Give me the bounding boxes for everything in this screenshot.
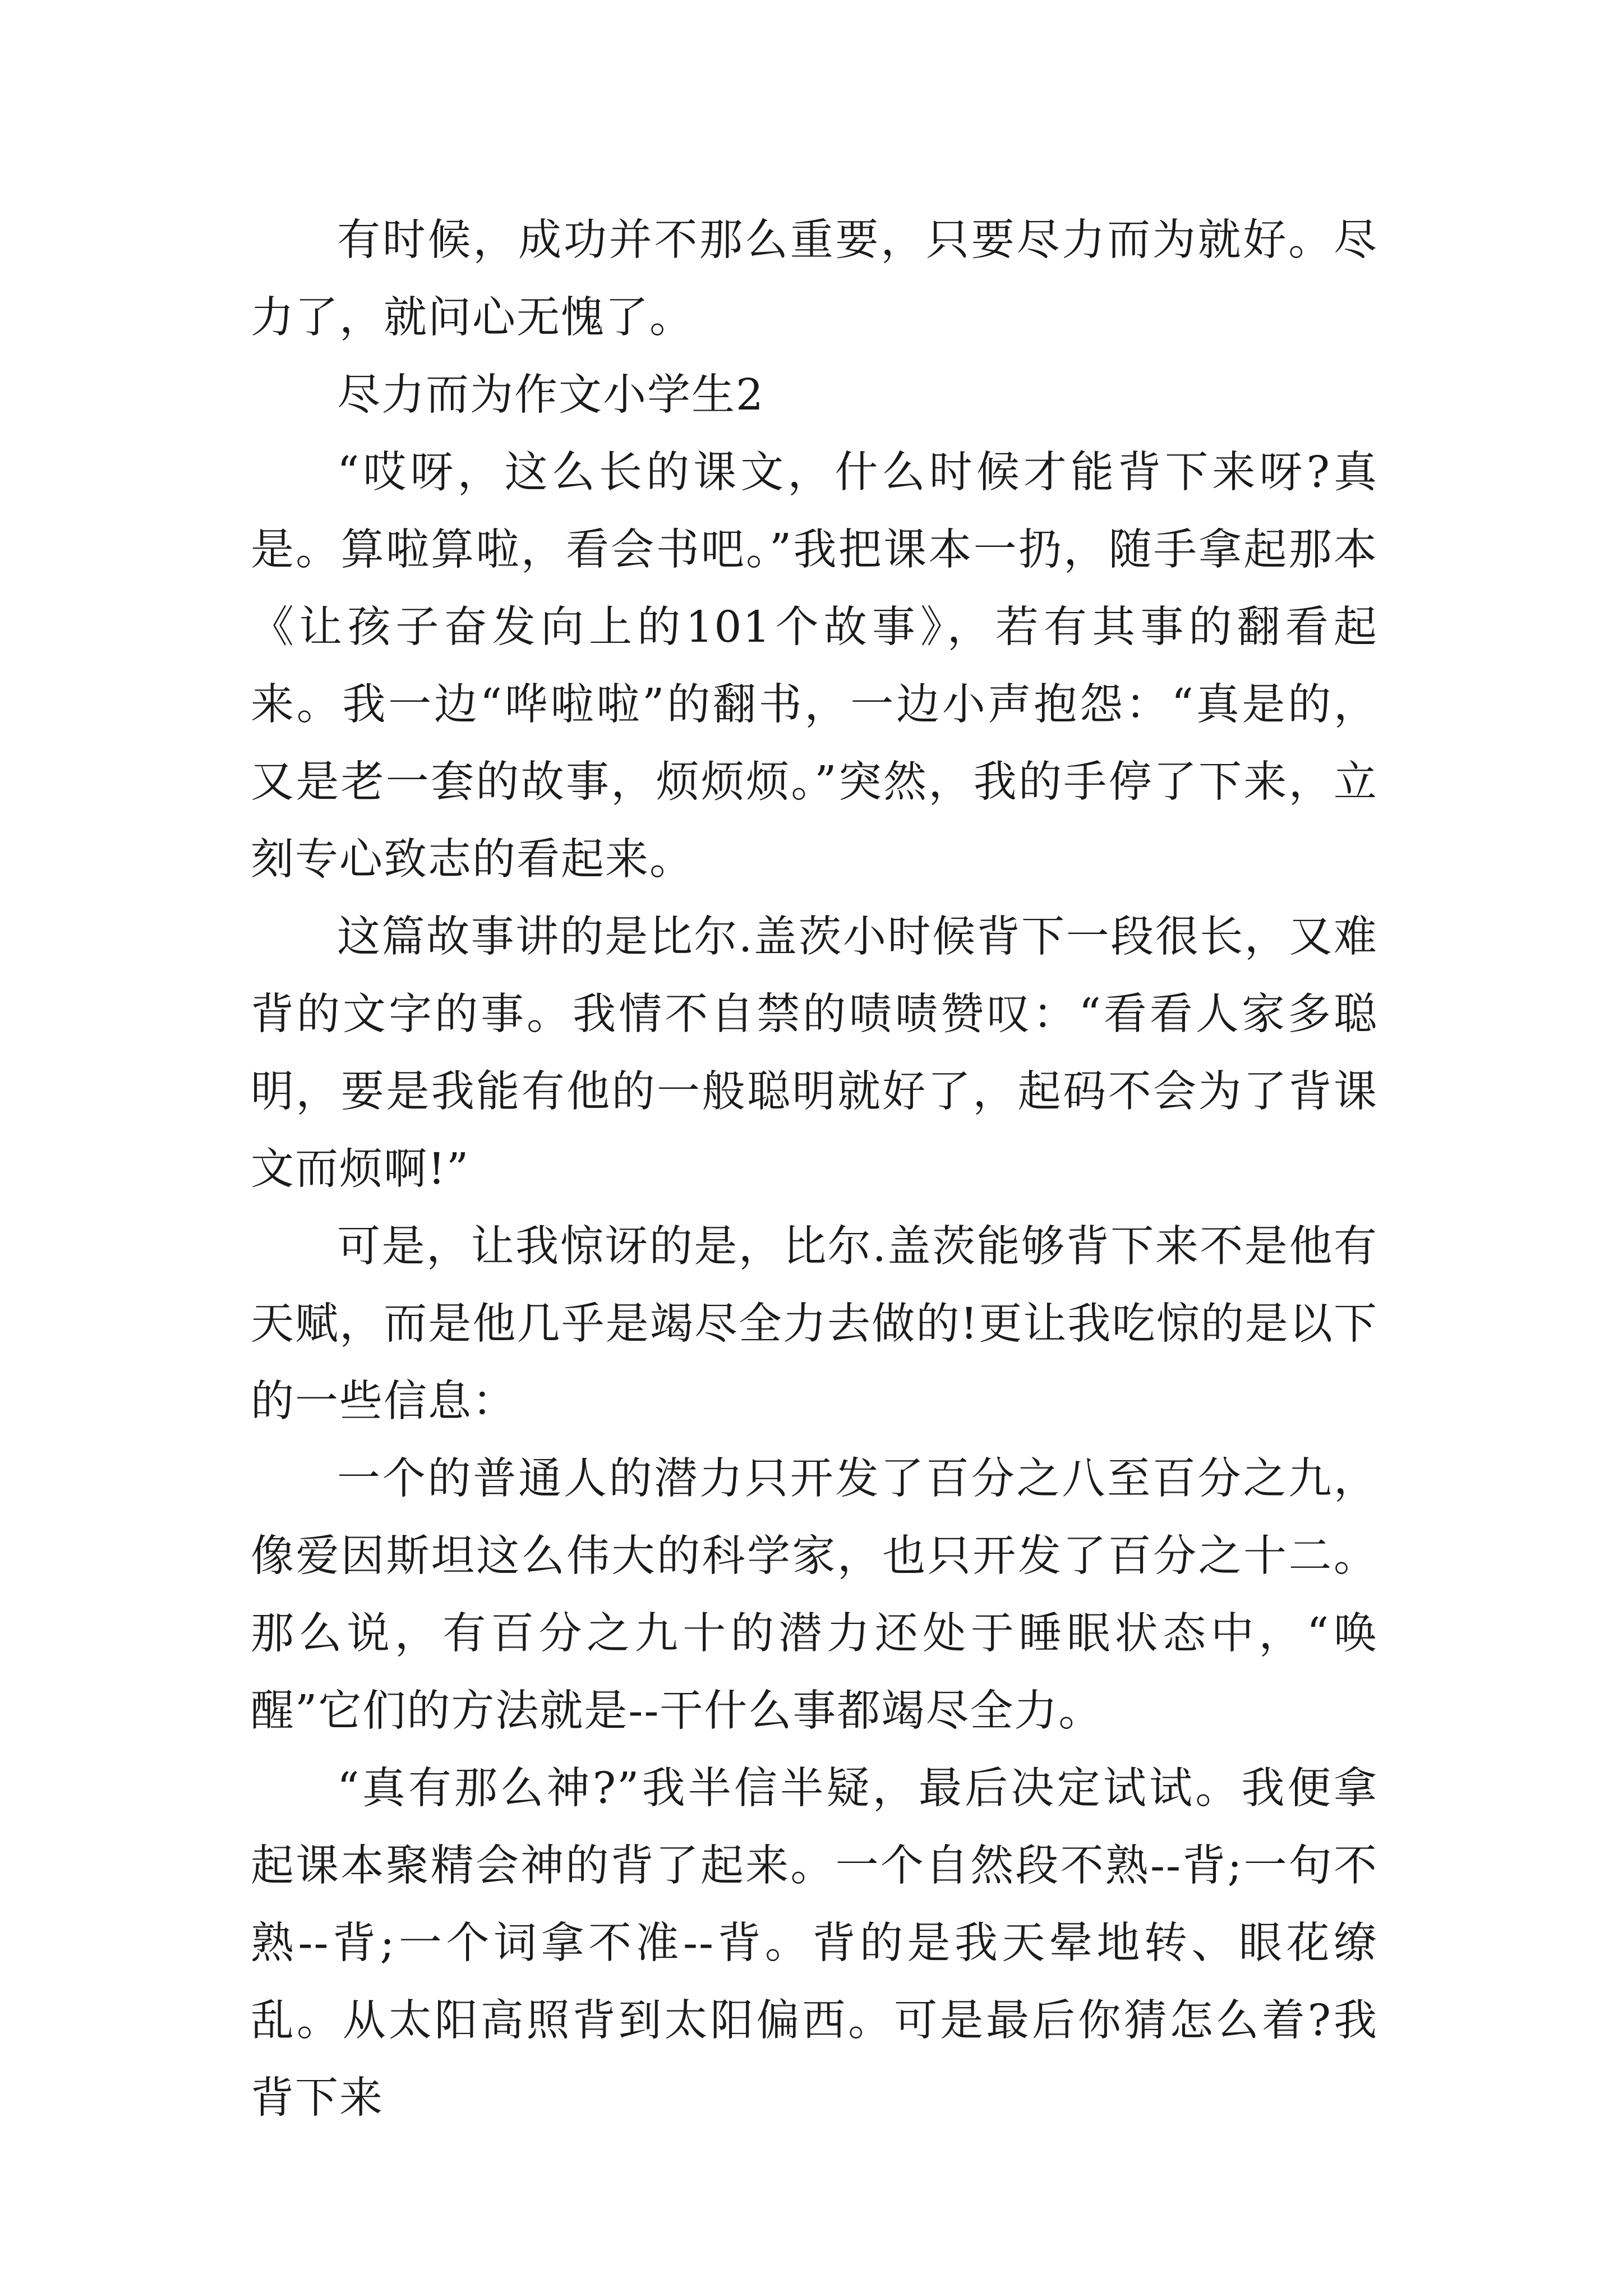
section-heading: 尽力而为作文小学生2	[337, 370, 764, 420]
paragraph-3: 这篇故事讲的是比尔.盖茨小时候背下一段很长，又难背的文字的事。我情不自禁的啧啧赞叹：“看看人家多聪明，要是我能有他的一般聪明就好了，起码不会为了背课文而烦啊!”	[251, 912, 1378, 1194]
paragraph-6: “真有那么神?”我半信半疑，最后决定试试。我便拿起课本聚精会神的背了起来。一个自然段不熟--背;一句不熟--背;一个词拿不准--背。背的是我天晕地转、眼花缭乱。从太阳高照背到太阳偏西。可是最后你猜怎么着?我背下来	[251, 1764, 1378, 2123]
paragraph-5: 一个的普通人的潜力只开发了百分之八至百分之九，像爱因斯坦这么伟大的科学家，也只开发了百分之十二。那么说，有百分之九十的潜力还处于睡眠状态中，“唤醒”它们的方法就是--干什么事都竭尽全力。	[251, 1454, 1378, 1736]
paragraph-2: “哎呀，这么长的课文，什么时候才能背下来呀?真是。算啦算啦，看会书吧。”我把课本一扔，随手拿起那本《让孩子奋发向上的101个故事》，若有其事的翻看起来。我一边“哗啦啦”的翻书，一边小声抱怨：“真是的，又是老一套的故事，烦烦烦。”突然，我的手停了下来，立刻专心致志的看起来。	[251, 448, 1378, 885]
paragraph-1: 有时候，成功并不那么重要，只要尽力而为就好。尽力了，就问心无愧了。	[251, 215, 1378, 343]
document-body	[251, 202, 1378, 2137]
paragraph-4: 可是，让我惊讶的是，比尔.盖茨能够背下来不是他有天赋，而是他几乎是竭尽全力去做的!更让我吃惊的是以下的一些信息：	[251, 1222, 1378, 1427]
